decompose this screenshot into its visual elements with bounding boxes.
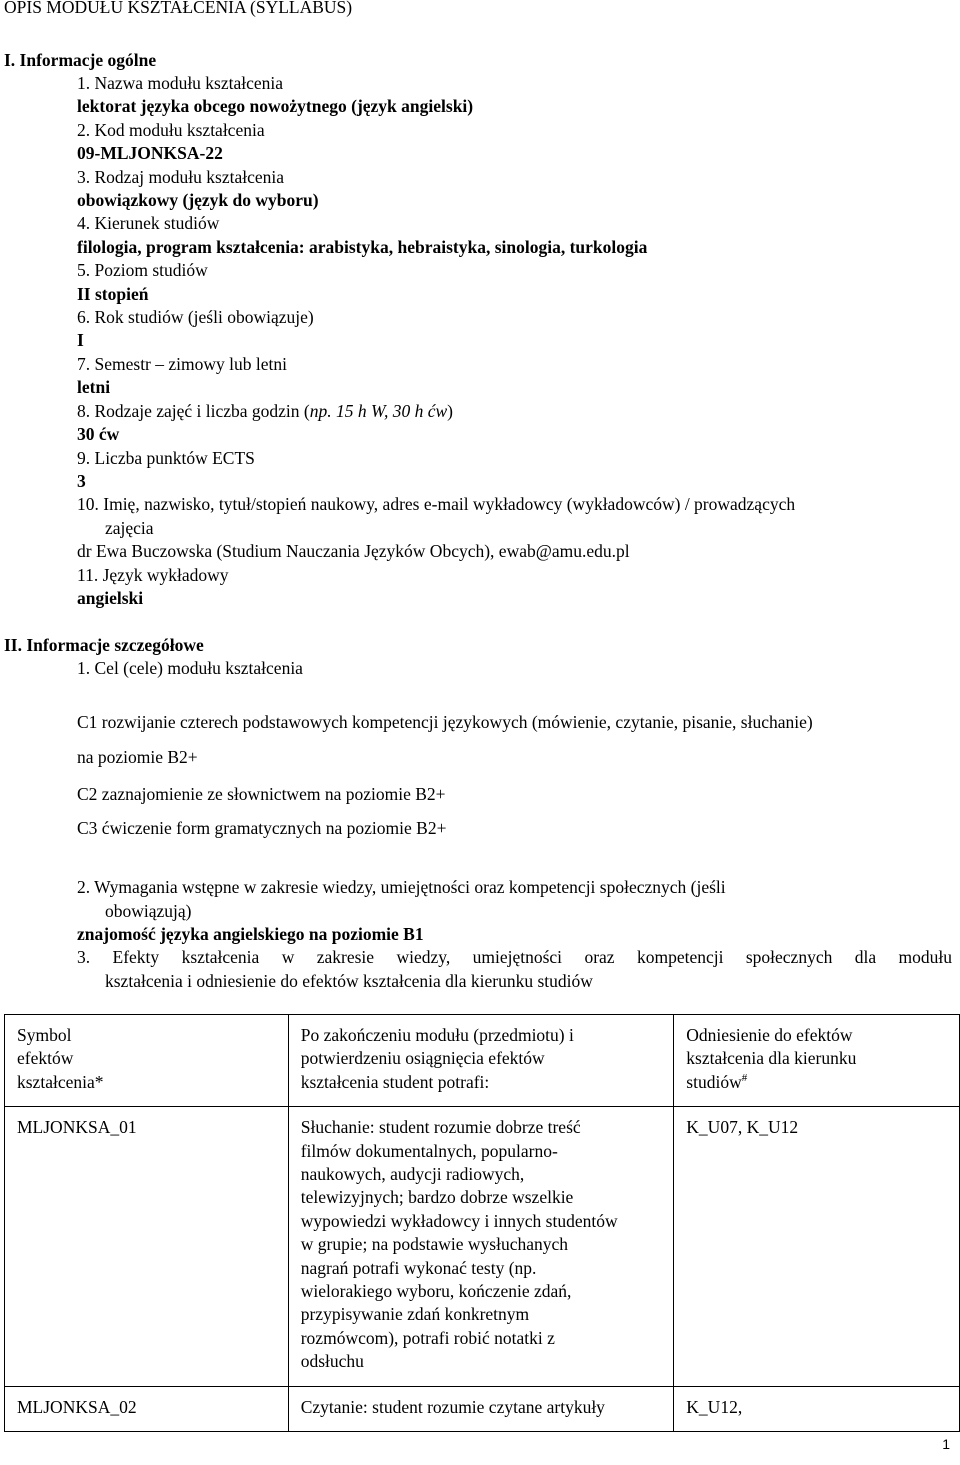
section-2-item-3-label: 3. Efekty kształcenia w zakresie wiedzy, umiejętności oraz kompetencji społecznych dla modułu: [77, 947, 952, 967]
item-1-value: lektorat języka obcego nowożytnego (język angielski): [77, 96, 474, 116]
goal-c1: C1 rozwijanie czterech podstawowych kompetencji językowych (mówienie, czytanie, pisanie, słuchanie): [77, 712, 813, 732]
item-8-label: 8. Rodzaje zajęć i liczba godzin (np. 15 h W, 30 h ćw): [77, 401, 453, 421]
page-number: 1: [942, 1436, 950, 1452]
item-4-value: filologia, program kształcenia: arabistyka, hebraistyka, sinologia, turkologia: [77, 237, 648, 257]
item-7-value: letni: [77, 377, 111, 397]
item-6-label: 6. Rok studiów (jeśli obowiązuje): [77, 307, 314, 327]
item-11-value: angielski: [77, 588, 144, 608]
item-2-value: 09-MLJONKSA-22: [77, 143, 223, 163]
section-2-item-2-label: 2. Wymagania wstępne w zakresie wiedzy, umiejętności oraz kompetencji społecznych (jeśli: [77, 877, 726, 897]
row-1-symbol: MLJONKSA_01: [5, 1107, 289, 1386]
item-3-label: 3. Rodzaj modułu kształcenia: [77, 167, 285, 187]
item-11-label: 11. Język wykładowy: [77, 565, 229, 585]
table-row: [5, 1386, 960, 1431]
section-2-item-2-label-cont: obowiązują): [105, 901, 192, 921]
item-9-label: 9. Liczba punktów ECTS: [77, 448, 255, 468]
header-symbol: Symbol efektów kształcenia*: [5, 1015, 289, 1107]
header-outcome: Po zakończeniu modułu (przedmiotu) i potwierdzeniu osiągnięcia efektów kształcenia student potrafi:: [288, 1015, 674, 1107]
row-2-symbol: MLJONKSA_02: [5, 1386, 289, 1431]
goal-c1-cont: na poziomie B2+: [77, 747, 198, 767]
item-10-label-cont: zajęcia: [105, 518, 154, 538]
row-1-reference: K_U07, K_U12: [674, 1107, 960, 1386]
row-1-outcome: Słuchanie: student rozumie dobrze treść filmów dokumentalnych, popularno- naukowych, audycji radiowych, telewizyjnych; bardzo dobrze wszelkie wypowiedzi wykładowcy i innych studentów w grupie; na podstawie wysłuchanych nagrań potrafi wykonać testy (np. wielorakiego wyboru, kończenie zdań, przypisywanie zdań konkretnym rozmówcom), potrafi robić notatki z odsłuchu: [288, 1107, 674, 1386]
item-10-value: dr Ewa Buczowska (Studium Nauczania Języków Obcych), ewab@amu.edu.pl: [77, 541, 630, 561]
table-header-row: [5, 1015, 960, 1107]
table-row: [5, 1107, 960, 1386]
item-6-value: I: [77, 330, 84, 350]
item-4-label: 4. Kierunek studiów: [77, 213, 220, 233]
item-10-label: 10. Imię, nazwisko, tytuł/stopień naukowy, adres e-mail wykładowcy (wykładowców) / prowadzących: [77, 494, 796, 514]
section-2-item-3-label-cont: kształcenia i odniesienie do efektów kształcenia dla kierunku studiów: [105, 971, 593, 991]
item-2-label: 2. Kod modułu kształcenia: [77, 120, 265, 140]
item-7-label: 7. Semestr – zimowy lub letni: [77, 354, 287, 374]
item-8-value: 30 ćw: [77, 424, 120, 444]
row-2-reference: K_U12,: [674, 1386, 960, 1431]
item-5-label: 5. Poziom studiów: [77, 260, 208, 280]
item-8-example: np. 15 h W, 30 h ćw: [309, 401, 448, 421]
header-reference: Odniesienie do efektów kształcenia dla kierunku studiów#: [674, 1015, 960, 1107]
section-2-heading: II. Informacje szczegółowe: [4, 635, 204, 655]
item-3-value: obowiązkowy (język do wyboru): [77, 190, 319, 210]
document-title: OPIS MODUŁU KSZTAŁCENIA (SYLLABUS): [4, 0, 353, 17]
item-9-value: 3: [77, 471, 86, 491]
section-2-item-1-label: 1. Cel (cele) modułu kształcenia: [77, 658, 303, 678]
section-1-heading: I. Informacje ogólne: [4, 50, 157, 70]
section-2-item-2-value: znajomość języka angielskiego na poziomie B1: [77, 924, 424, 944]
goal-c2: C2 zaznajomienie ze słownictwem na poziomie B2+: [77, 784, 446, 804]
item-1-label: 1. Nazwa modułu kształcenia: [77, 73, 284, 93]
row-2-outcome: Czytanie: student rozumie czytane artykuły: [288, 1386, 674, 1431]
item-5-value: II stopień: [77, 284, 149, 304]
goal-c3: C3 ćwiczenie form gramatycznych na poziomie B2+: [77, 818, 447, 838]
learning-outcomes-table: [4, 1014, 960, 1432]
